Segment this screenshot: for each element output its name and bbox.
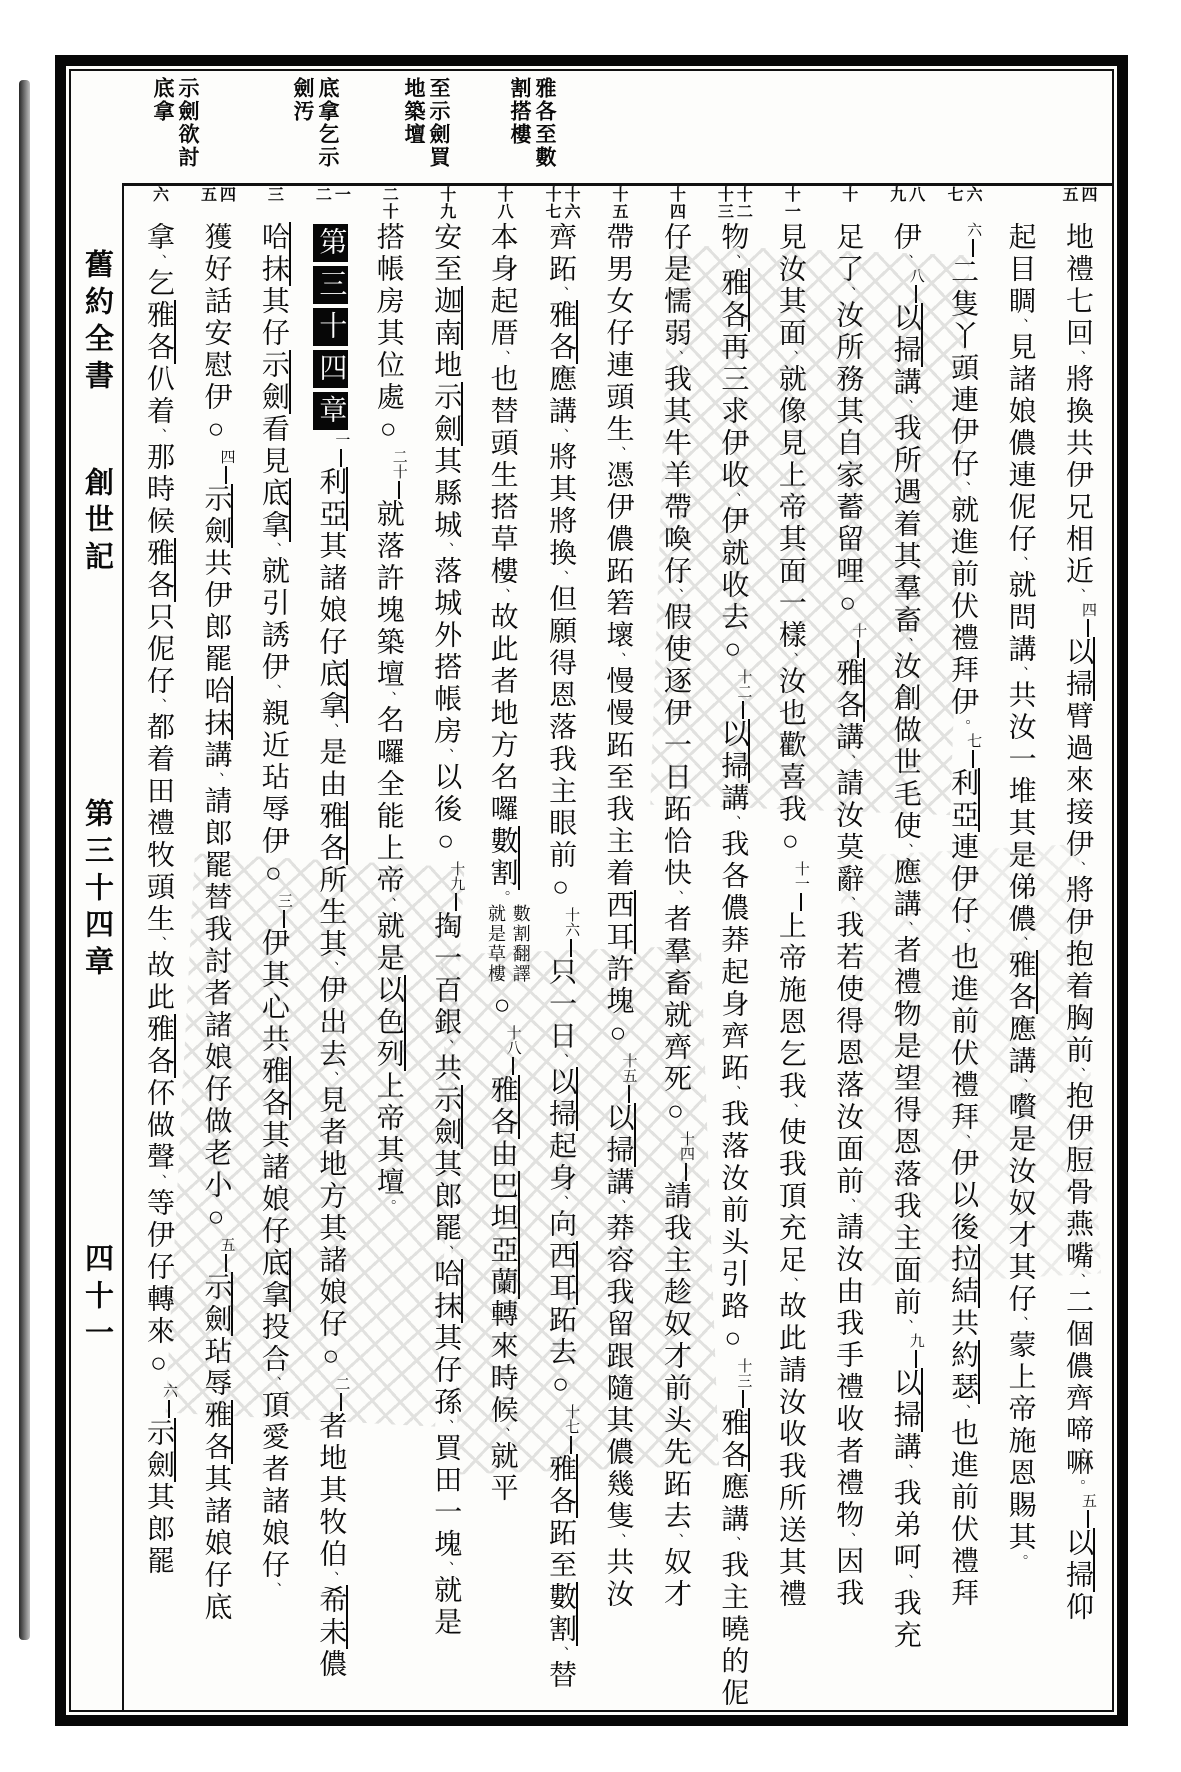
text-column-10 [532,186,589,1710]
scripture-text-area [124,183,1112,1710]
punctuation: 、 [897,399,913,413]
proper-name: 哈抹 [257,222,289,286]
column-text: 搭帳房其位處○二十就落許塊築壇、名囉全能上帝、就是以色列上帝其壇。 [372,222,407,1213]
punctuation: 、 [667,350,683,364]
punctuation: 、 [380,897,396,911]
punctuation: 、 [782,1277,798,1291]
punctuation: 、 [955,1404,971,1418]
punctuation: 、 [1070,861,1085,875]
column-text: 起目睭、見諸娘儂連伲仔、就問講、共汝一堆其是俤儂、雅各應講、嚽是汝奴才其仔、蒙上帝施恩賜其。 [1004,222,1036,1568]
proper-name: 雅各 [486,1075,518,1139]
punctuation: 、 [955,928,971,942]
proper-name: 以掃 [717,719,749,783]
inline-verse-marker: 十九 [448,861,463,911]
verse-number: 二 [313,186,331,203]
column-text: 足了、汝所務其自家蓄留哩○十雅各講、請汝莫辭、我若使得恩落汝面前、請汝由我手禮收者禮物、因我 [832,222,867,1610]
page-frame-inner [69,69,1114,1712]
proper-name: 雅各 [315,801,347,865]
chapter-label: 第三十四章 [81,798,113,983]
page-body [71,183,1112,1710]
punctuation: 、 [151,428,166,442]
punctuation: 、 [1012,318,1028,332]
column-text: 物、雅各再三求伊收、伊就收去○十二以掃講、我各儂莽起身齊跖、我落汝前头引路○十三雅各應講、我主曉的伲 [717,222,752,1710]
inline-verse-marker: 二 [333,1376,348,1411]
punctuation: 、 [265,684,281,698]
text-column-2 [992,186,1049,1710]
summary-note-line: 底拿 [151,77,175,123]
interlinear-note [483,904,532,990]
punctuation: 、 [438,1419,454,1433]
punctuation: 、 [610,1199,626,1213]
proper-name: 雅各 [717,268,749,332]
text-column-14 [302,186,359,1710]
punctuation: 、 [897,254,913,268]
punctuation: 、 [553,1195,569,1209]
verse-number-row [543,186,578,222]
punctuation: 、 [1070,588,1085,602]
proper-name: 以掃 [889,303,921,367]
proper-name: 以掃 [545,1067,577,1131]
proper-name: 示劍 [200,1272,232,1336]
inline-verse-marker: 十七 [563,1404,578,1454]
inline-verse-marker: 十二 [735,669,750,719]
verse-number-row [265,186,281,222]
punctuation: 、 [1070,1273,1085,1287]
page-frame [55,55,1128,1726]
punctuation: 、 [151,1174,166,1188]
inline-verse-marker: 一 [333,432,348,467]
column-text: 哈抹其仔示劍看見底拿、就引誘伊、親近玷辱伊○三伊其心共雅各其諸娘仔底拿投合、頂愛者諸娘仔、 [257,222,292,1596]
punctuation: 、 [265,542,281,556]
punctuation: 、 [725,492,741,506]
section-title: 創世記 [81,467,113,578]
verse-number: 五 [1060,186,1077,203]
verse-number: 四 [1079,186,1096,203]
punctuation: 、 [610,1533,626,1547]
verse-number: 十七 [543,186,561,220]
proper-name: 利亞 [947,768,979,832]
verse-number: 四 [217,186,235,203]
inline-verse-marker: 五 [1080,1493,1095,1528]
proper-name: 西耳 [602,890,634,954]
column-text: 伊、八以掃講、我所遇着其羣畜、汝創做世毛使、應講、者禮物是望得恩落我主面前、九以掃講、我弟呵、我充 [889,222,924,1652]
column-text: 仔是懦弱、我其牛羊帶喚仔、假使逐伊一日跖恰快、者羣畜就齊死○十四請我主趁奴才前头先跖去、奴才 [659,222,694,1611]
punctuation: 、 [494,1427,510,1441]
punctuation: 。 [494,890,510,904]
verse-number-row [782,186,798,222]
proper-name: 約瑟 [947,1340,979,1404]
proper-name: 底拿 [315,659,347,723]
text-column-5 [819,186,876,1710]
proper-name: 示劍 [430,382,462,446]
column-text: 安至迦南地示劍其縣城、落城外搭帳房、以後○十九掏一百銀、共示劍其郎罷、哈抹其仔孫、買田一塊、就是 [430,222,465,1639]
inline-verse-marker: 十一 [793,861,808,911]
proper-name: 雅各 [143,538,174,602]
punctuation: 、 [380,691,396,705]
punctuation: 、 [1012,936,1028,950]
punctuation: 、 [438,1561,454,1575]
punctuation: 、 [610,446,626,460]
proper-name: 以掃 [1062,637,1093,701]
verse-number: 二十 [380,186,398,220]
punctuation: 、 [725,1085,741,1099]
column-text: 齊跖、雅各應講、將其將換、但願得恩落我主眼前○十六只一日、以掃起身、向西耳跖去○十七雅各跖至數割、替 [545,222,580,1692]
punctuation: 、 [553,286,569,300]
verse-number-row [888,186,923,222]
chapter-heading-char: 第 [313,224,348,262]
summary-note-line: 至示劍買 [427,77,451,169]
column-text: 六二隻丫頭連伊仔、就進前伏禮拜伊。七利亞連伊仔、也進前伏禮拜、伊以後拉結共約瑟、也進前伏禮拜 [947,222,982,1610]
proper-name: 示劍 [257,350,289,414]
verse-number-row [667,186,683,222]
section-summary-note [507,77,557,169]
column-text: 拿、乞雅各仈着、那時候雅各只伲仔、都着田禮牧頭生、故此雅各伓做聲、等伊仔轉來○六示劍其郎罷 [143,222,177,1578]
chapter-heading-char: 章 [313,392,348,430]
verse-number: 一 [332,186,350,203]
punctuation: 、 [323,1071,339,1085]
verse-number: 六 [150,186,168,203]
punctuation: 、 [897,921,913,935]
punctuation: 、 [323,961,339,975]
interlinear-note-line: 數割翻譯 [510,904,531,984]
verse-number-row [380,186,396,222]
punctuation: 、 [897,843,913,857]
column-text: 帶男女仔連頭生、憑伊儂跖箬壞、慢慢跖至我主着西耳許塊○十五以掃講、莽容我留跟隨其儂幾隻、共汝 [602,222,637,1611]
punctuation: 、 [725,254,741,268]
punctuation: 、 [1070,350,1085,364]
page-number: 四十一 [81,1243,113,1354]
text-column-13 [360,186,417,1710]
verse-number: 五 [198,186,216,203]
proper-name: 雅各 [143,300,174,364]
text-column-6 [762,186,819,1710]
column-text: 地禮七回、將換共伊兄相近、四以掃臂過來接伊、將伊抱着胸前、抱伊脰骨燕嘴、二個儂齊啼嘛。五以掃仰 [1062,222,1096,1624]
punctuation: 、 [840,1198,856,1212]
proper-name: 巴坦亞蘭 [486,1171,518,1299]
proper-name: 雅各 [832,658,864,722]
punctuation: 。 [955,719,971,733]
punctuation: 、 [610,652,626,666]
punctuation: 、 [494,350,510,364]
text-column-9 [590,186,647,1710]
punctuation: 、 [1070,1067,1085,1081]
punctuation: 、 [151,698,166,712]
text-column-8 [647,186,704,1710]
summary-note-line: 劍汚 [291,77,315,123]
verse-number-row [610,186,626,222]
verse-number: 三 [265,186,283,203]
text-column-1 [1049,186,1106,1710]
proper-name: 以色列 [372,975,404,1071]
verse-number: 十 [839,186,857,203]
proper-name: 利亞 [315,467,347,531]
text-column-15 [245,186,302,1710]
inline-verse-marker: 八 [908,268,923,303]
punctuation: 、 [438,1039,454,1053]
punctuation: 、 [553,428,569,442]
chapter-heading-char: 三 [313,266,348,304]
punctuation: 、 [667,588,683,602]
punctuation: 、 [955,1134,971,1148]
punctuation: 、 [1012,666,1028,680]
verse-number: 七 [945,186,963,203]
proper-name: 雅各 [545,1454,577,1518]
proper-name: 雅各 [143,1014,174,1078]
verse-number-row [715,186,750,222]
inline-verse-marker: 十三 [735,1358,750,1408]
chapter-heading-char: 十 [313,308,348,346]
punctuation: 。 [1012,1554,1028,1568]
punctuation: 、 [323,1571,339,1585]
inline-verse-marker: 四 [218,449,233,484]
punctuation: 、 [438,748,454,762]
text-column-4 [877,186,934,1710]
column-text: 第三十四章一利亞其諸娘仔底拿、是由雅各所生其、伊出去、見者地方其諸娘仔○二者地其牧伯、希未儂 [302,222,359,1710]
verse-number-row [1060,186,1095,222]
verse-number-row [438,186,454,222]
proper-name: 迦南 [430,286,462,350]
proper-name: 希未 [315,1585,347,1649]
punctuation: 、 [897,1464,913,1478]
summary-note-line: 雅各至數 [533,77,557,169]
inline-verse-marker: 十 [850,623,865,658]
proper-name: 拉結 [947,1244,979,1308]
chapter-heading-char: 四 [313,350,348,388]
punctuation: 、 [553,570,569,584]
punctuation: 、 [151,254,166,268]
proper-name: 底拿 [257,1248,289,1312]
punctuation: 、 [494,588,510,602]
punctuation: 、 [265,1582,281,1596]
verse-number: 十五 [610,186,627,220]
section-summary-note [150,77,200,169]
verse-number-row [151,186,167,222]
inline-verse-marker: 六 [161,1383,176,1418]
verse-number: 十九 [437,186,455,220]
punctuation: 、 [208,772,224,786]
proper-name: 以掃 [1062,1528,1093,1592]
proper-name: 以掃 [602,1103,634,1167]
punctuation: 、 [438,542,454,556]
punctuation: 、 [840,1532,856,1546]
text-column-11 [475,186,532,1710]
section-summary-note [290,77,340,169]
proper-name: 以掃 [889,1368,921,1432]
inline-verse-marker: 七 [965,733,980,768]
punctuation: 、 [1012,556,1028,570]
summary-note-line: 示劍欲討 [176,77,200,169]
chapter-heading-box [315,222,346,432]
proper-name: 雅各 [717,1408,749,1472]
proper-name: 底拿 [257,478,289,542]
verse-number-row [313,186,348,222]
summary-note-line: 底拿乞示 [316,77,340,169]
verse-number: 十四 [667,186,685,220]
punctuation: 、 [782,350,798,364]
verse-number-row [495,186,511,222]
punctuation: 、 [840,754,856,768]
punctuation: 、 [840,286,856,300]
proper-name: 雅各 [1004,950,1036,1014]
book-spine-shadow [19,80,30,1640]
summary-note-line: 地築壇 [402,77,426,146]
punctuation: 、 [265,1376,281,1390]
punctuation: 、 [438,1245,454,1259]
punctuation: 、 [553,1646,569,1660]
text-column-16 [187,186,244,1710]
column-text: 本身起厝、也替頭生搭草樓、故此者地方名囉數割。數割翻譯就是草樓○十八雅各由巴坦亞蘭轉來時候、就平 [474,222,533,1710]
inline-verse-marker: 十六 [563,907,578,957]
punctuation: 、 [782,1103,798,1117]
inline-verse-marker: 十八 [505,1025,520,1075]
proper-name: 示劍 [430,1085,462,1149]
inline-verse-marker: 四 [1080,602,1095,637]
verse-number-row [945,186,980,222]
text-column-17 [130,186,187,1710]
punctuation: 、 [553,1053,569,1067]
punctuation: 、 [725,815,741,829]
summary-note-line: 割搭樓 [508,77,532,146]
inline-verse-marker: 九 [908,1333,923,1368]
proper-name: 數割 [486,826,518,890]
proper-name: 哈抹 [430,1259,462,1323]
punctuation: 、 [1012,1078,1028,1092]
punctuation: 、 [897,1574,913,1588]
verse-number-row [840,186,856,222]
inline-verse-marker: 二十 [391,449,406,499]
punctuation: 、 [667,1533,683,1547]
column-text: 見汝其面、就像見上帝其面一樣、汝也歡喜我○十一上帝施恩乞我、使我頂充足、故此請汝收我所送其禮 [774,222,809,1611]
verse-number: 十八 [495,186,513,220]
section-summary-note [401,77,451,169]
verse-number: 九 [887,186,905,203]
book-title: 舊約全書 [81,249,113,397]
title-column [71,183,124,1710]
proper-name: 西耳 [545,1241,577,1305]
punctuation: 、 [897,637,913,651]
proper-name: 哈抹 [200,676,232,740]
inline-verse-marker: 十五 [621,1053,636,1103]
text-column-7 [704,186,761,1710]
proper-name: 示劍 [200,484,232,548]
text-column-3 [934,186,991,1710]
punctuation: 。 [380,1199,396,1213]
proper-name: 數割 [545,1582,577,1646]
top-margin-summaries [71,71,1112,183]
verse-number-row [198,186,233,222]
verse-number: 十六 [562,186,580,220]
verse-number: 十二 [734,186,752,220]
inline-verse-marker: 三 [276,893,291,928]
punctuation: 。 [1070,1479,1085,1493]
verse-number: 六 [964,186,982,203]
column-text: 獲好話安慰伊○四示劍共伊郎罷哈抹講、請郎罷替我討者諸娘仔做老小○五示劍玷辱雅各其諸娘仔底 [200,222,235,1624]
punctuation: 、 [897,1319,913,1333]
proper-name: 示劍 [143,1418,174,1482]
inline-verse-marker: 五 [218,1237,233,1272]
verse-number: 十一 [782,186,800,220]
punctuation: 、 [840,896,856,910]
proper-name: 雅各 [257,1056,289,1120]
verse-number: 十三 [715,186,733,220]
punctuation: 、 [782,652,798,666]
punctuation: 、 [323,723,339,737]
punctuation: 、 [955,481,971,495]
text-column-12 [417,186,474,1710]
punctuation: 、 [151,936,166,950]
punctuation: 、 [725,1536,741,1550]
proper-name: 雅各 [545,300,577,364]
interlinear-note-line: 就是草樓 [486,904,506,984]
punctuation: 、 [1012,1316,1028,1330]
proper-name: 雅各 [200,1400,232,1464]
verse-number: 八 [906,186,924,203]
inline-verse-marker: 十四 [678,1131,693,1181]
inline-verse-marker: 六 [965,222,980,257]
punctuation: 、 [667,890,683,904]
